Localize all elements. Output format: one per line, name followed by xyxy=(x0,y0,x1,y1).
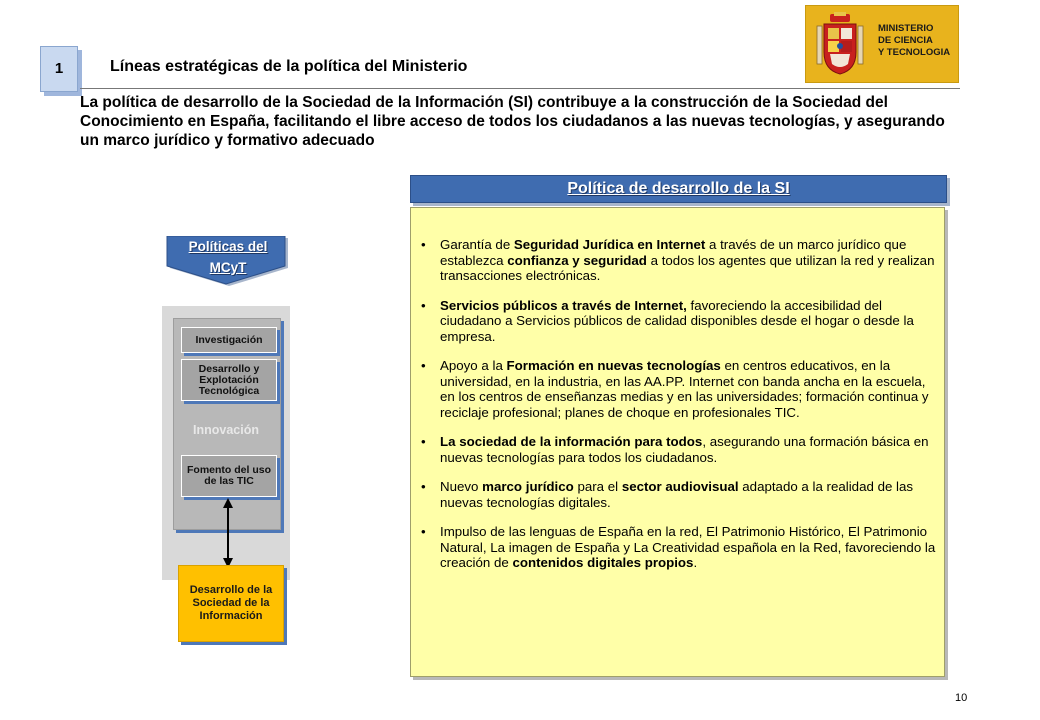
bullet-text: a todos los agentes que utilizan la red y realizan transacciones electrónicas. xyxy=(440,252,935,283)
innovation-label: Innovación xyxy=(193,423,259,437)
bullet-bold-text: contenidos digitales propios xyxy=(512,555,694,570)
bullet-text: Garantía de xyxy=(440,237,514,252)
desarrollo-si-box xyxy=(178,565,284,642)
bullet-bold-text: Seguridad Jurídica en Internet xyxy=(513,237,706,252)
desarrollo-explotacion-box xyxy=(181,359,277,401)
section-number-box xyxy=(40,46,78,92)
ministry-logo-text: MINISTERIO DE CIENCIA Y TECNOLOGIA xyxy=(878,23,951,58)
section-number: 1 xyxy=(54,60,64,77)
bullet-bold-text: Servicios públicos a través de Internet, xyxy=(440,297,687,313)
bullet-text: para el xyxy=(573,479,622,494)
bullet-text: adaptado a la realidad de las nuevas tecnologías digitales. xyxy=(440,479,914,510)
politicas-mcyt-line2: MCyT xyxy=(209,260,247,275)
coat-of-arms-icon xyxy=(816,12,864,76)
desarrollo-si-label: Desarrollo de la Sociedad de la Información xyxy=(189,584,273,622)
bullet-bold-text: La sociedad de la información para todos xyxy=(440,434,703,449)
bullet-bold-text: sector audiovisual xyxy=(621,479,739,494)
policy-bullet xyxy=(420,298,940,345)
bullet-text: Nuevo xyxy=(440,479,483,494)
policy-bullet xyxy=(420,358,940,420)
double-arrow-icon xyxy=(220,498,236,568)
investigacion-box: Investigación xyxy=(181,327,277,353)
policy-bullet xyxy=(420,434,940,465)
bullet-text: a través de un marco jurídico que establezca xyxy=(440,237,907,268)
policy-header xyxy=(410,175,947,203)
bullet-text: favoreciendo la accesibilidad del ciudadano a Servicios públicos de calidad disponibles desde el hogar o desde la empresa. xyxy=(440,297,914,344)
bullet-text: en centros educativos, en la universidad, en la industria, en las AA.PP. Internet con banda ancha en la escuela, en los centros de enseñanzas medias y en las universidades; formación continua y reciclaje profesional; planes de choque en profesionales TIC. xyxy=(440,358,929,420)
bullet-bold-text: Formación en nuevas tecnologías xyxy=(506,358,721,373)
policy-bullet-list xyxy=(420,237,940,585)
bullet-text: . xyxy=(693,555,698,570)
policy-header-title: Política de desarrollo de la SI xyxy=(567,180,790,197)
title-divider xyxy=(80,88,960,89)
bullet-bold-text: marco jurídico xyxy=(482,479,574,494)
intro-paragraph: La política de desarrollo de la Sociedad de la Información (SI) contribuye a la construcción de la Sociedad del Conocimiento en España, facilitando el libre acceso de todos los ciudadanos a las nuevas tecnologías, y asegurando un marco jurídico y formativo adecuado xyxy=(80,94,945,149)
policy-bullet xyxy=(420,524,940,571)
fomento-tic-label: Fomento del uso de las TIC xyxy=(187,464,271,487)
desarrollo-explotacion-label: Desarrollo y Explotación Tecnológica xyxy=(198,362,260,397)
politicas-mcyt-line1: Políticas del xyxy=(188,239,268,254)
ministry-logo xyxy=(805,5,959,83)
politicas-mcyt-label xyxy=(166,236,290,278)
bullet-bold-text: confianza y seguridad xyxy=(507,252,647,268)
page-number: 10 xyxy=(955,692,968,704)
policy-bullet xyxy=(420,479,940,510)
page-title: Líneas estratégicas de la política del Ministerio xyxy=(110,58,468,75)
bullet-text: Apoyo a la xyxy=(440,358,507,373)
fomento-tic-box xyxy=(181,455,277,497)
bullet-text: Impulso de las lenguas de España en la red, El Patrimonio Histórico, El Patrimonio Natural, La imagen de España y La Creatividad española en la Red, favoreciendo la creación de xyxy=(440,524,936,570)
policy-bullet xyxy=(420,237,940,284)
bullet-text: , asegurando una formación básica en nuevas tecnologías para todos los ciudadanos. xyxy=(440,434,929,465)
